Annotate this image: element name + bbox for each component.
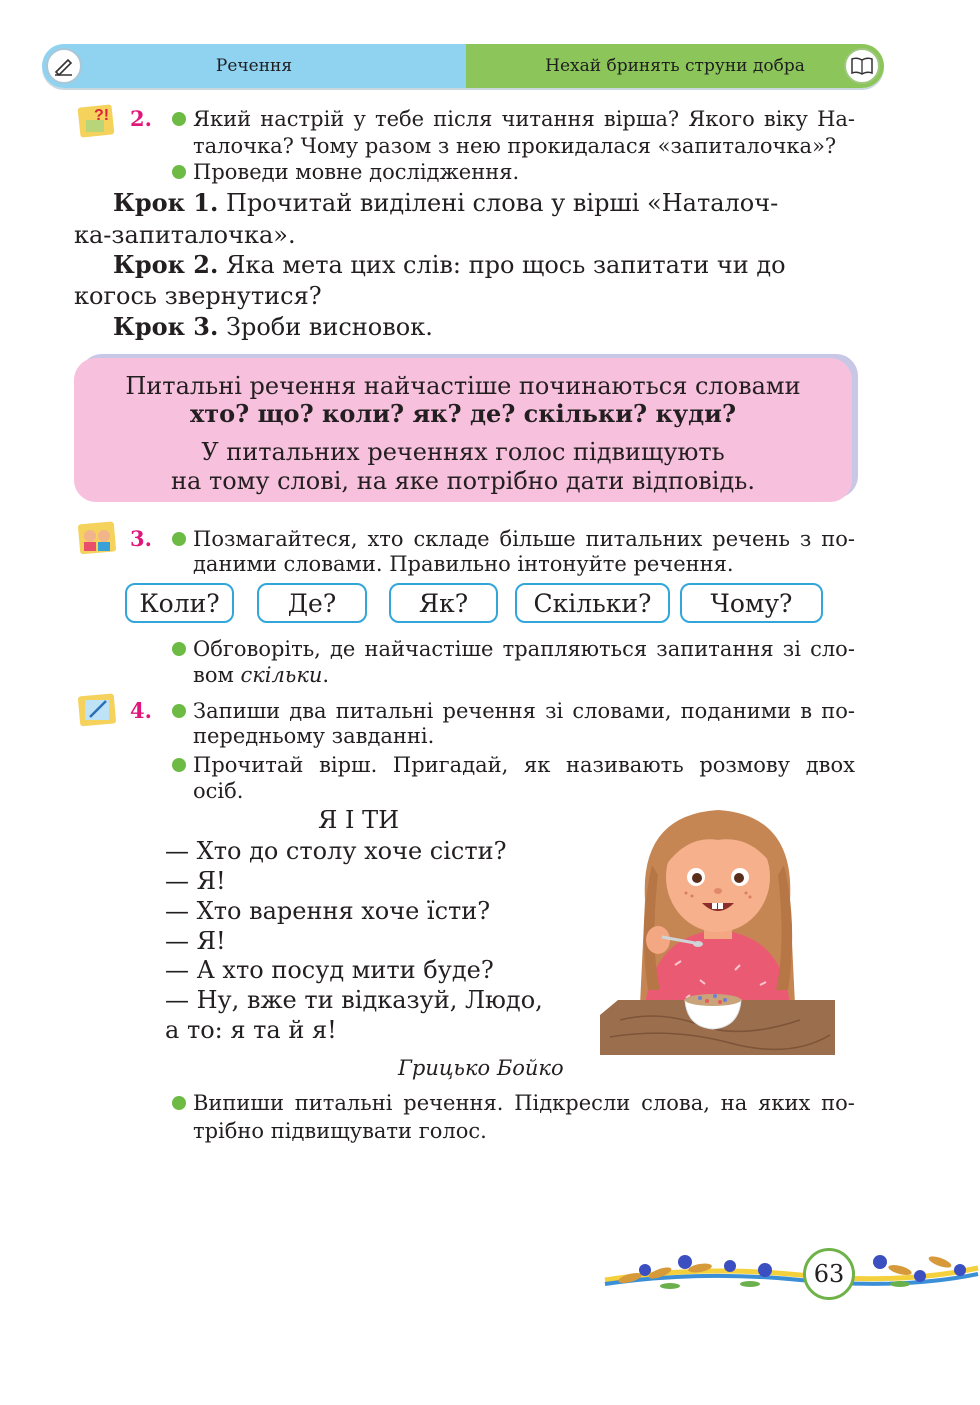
header-section-topic xyxy=(42,44,466,88)
step1-label: Крок 1. xyxy=(113,188,219,217)
word-box-koly: Коли? xyxy=(125,583,234,623)
question-mark-note-icon xyxy=(76,100,120,140)
task4-line5: Випиши питальні речення. Підкресли слова, на яких по- xyxy=(193,1091,855,1115)
task3-line3: Обговоріть, де найчастіше трапляються запитання зі сло- xyxy=(193,637,855,661)
task3-line4 xyxy=(193,662,329,688)
writing-note-icon xyxy=(76,690,120,730)
poem-line: — Ну, вже ти відказуй, Людо, xyxy=(165,986,543,1014)
task4-line4: осіб. xyxy=(193,779,244,803)
word-box-chomu: Чому? xyxy=(680,583,823,623)
word-box-de: Де? xyxy=(257,583,367,623)
header-topic-title: Речення xyxy=(215,56,293,76)
task4-line1: Запиши два питальні речення зі словами, поданими в по- xyxy=(193,699,855,723)
word-box-skilky: Скільки? xyxy=(515,583,670,623)
poem-line: — Хто до столу хоче сісти? xyxy=(165,837,507,865)
step1-continuation: ка-запиталочка». xyxy=(74,221,296,249)
poem-author: Грицько Бойко xyxy=(398,1056,564,1080)
poem-line: — Я! xyxy=(165,867,226,895)
page-number: 63 xyxy=(803,1248,855,1300)
poem-title: Я І ТИ xyxy=(318,806,400,834)
bullet-icon xyxy=(172,704,186,718)
pen-icon xyxy=(46,48,82,84)
step2-text: Яка мета цих слів: про щось запитати чи до xyxy=(226,251,786,279)
task3-line2: даними словами. Правильно інтонуйте речення. xyxy=(193,552,734,576)
task4-line2: передньому завданні. xyxy=(193,724,435,748)
header-section-chapter xyxy=(466,44,884,88)
task2-line1: Який настрій у тебе після читання вірша? Якого віку На- xyxy=(193,107,855,131)
task2-line3: Проведи мовне дослідження. xyxy=(193,160,520,184)
task3-line4-prefix: вом xyxy=(193,663,234,687)
header-chapter-title: Нехай бринять струни добра xyxy=(545,56,805,76)
poem-line: — А хто посуд мити буде? xyxy=(165,956,494,984)
word-box-yak: Як? xyxy=(389,583,498,623)
task3-line4-suffix: . xyxy=(322,663,330,687)
step2 xyxy=(113,250,786,280)
task4-line6: трібно підвищувати голос. xyxy=(193,1119,487,1143)
step3-label: Крок 3. xyxy=(113,312,219,341)
floral-ornament xyxy=(600,1240,980,1310)
bullet-icon xyxy=(172,532,186,546)
bullet-icon xyxy=(172,642,186,656)
task4-line3: Прочитай вірш. Пригадай, як називають розмову двох xyxy=(193,753,855,777)
rule-question-words: хто? що? коли? як? де? скільки? куди? xyxy=(189,399,737,428)
step1 xyxy=(113,188,855,218)
rule-box xyxy=(74,358,852,502)
book-icon xyxy=(844,48,880,84)
step2-continuation: когось звернутися? xyxy=(74,282,322,310)
poem-line: — Я! xyxy=(165,927,226,955)
task3-line4-italic-word: скільки xyxy=(240,663,323,687)
rule-line1: Питальні речення найчастіше починаються словами xyxy=(125,372,801,400)
task2-line2: талочка? Чому разом з нею прокидалася «запиталочка»? xyxy=(193,134,837,158)
bullet-icon xyxy=(172,112,186,126)
girl-eating-illustration xyxy=(600,805,835,1055)
bullet-icon xyxy=(172,165,186,179)
rule-line4: на тому слові, на яке потрібно дати відповідь. xyxy=(171,467,755,495)
step3-text: Зроби висновок. xyxy=(226,313,433,341)
task-number: 2. xyxy=(130,106,152,131)
step2-label: Крок 2. xyxy=(113,250,219,279)
rule-line3: У питальних реченнях голос підвищують xyxy=(201,438,725,466)
poem-line: а то: я та й я! xyxy=(165,1016,337,1044)
step3 xyxy=(113,312,433,342)
page-header xyxy=(42,44,884,88)
bullet-icon xyxy=(172,758,186,772)
task-number: 3. xyxy=(130,526,152,551)
poem-line: — Хто варення хоче їсти? xyxy=(165,897,491,925)
svg-text:?!: ?! xyxy=(94,107,110,124)
step1-text: Прочитай виділені слова у вірші «Наталоч- xyxy=(226,189,779,217)
task-number: 4. xyxy=(130,698,152,723)
children-pair-icon xyxy=(76,518,120,558)
task3-line1: Позмагайтеся, хто складе більше питальних речень з по- xyxy=(193,527,855,551)
bullet-icon xyxy=(172,1096,186,1110)
